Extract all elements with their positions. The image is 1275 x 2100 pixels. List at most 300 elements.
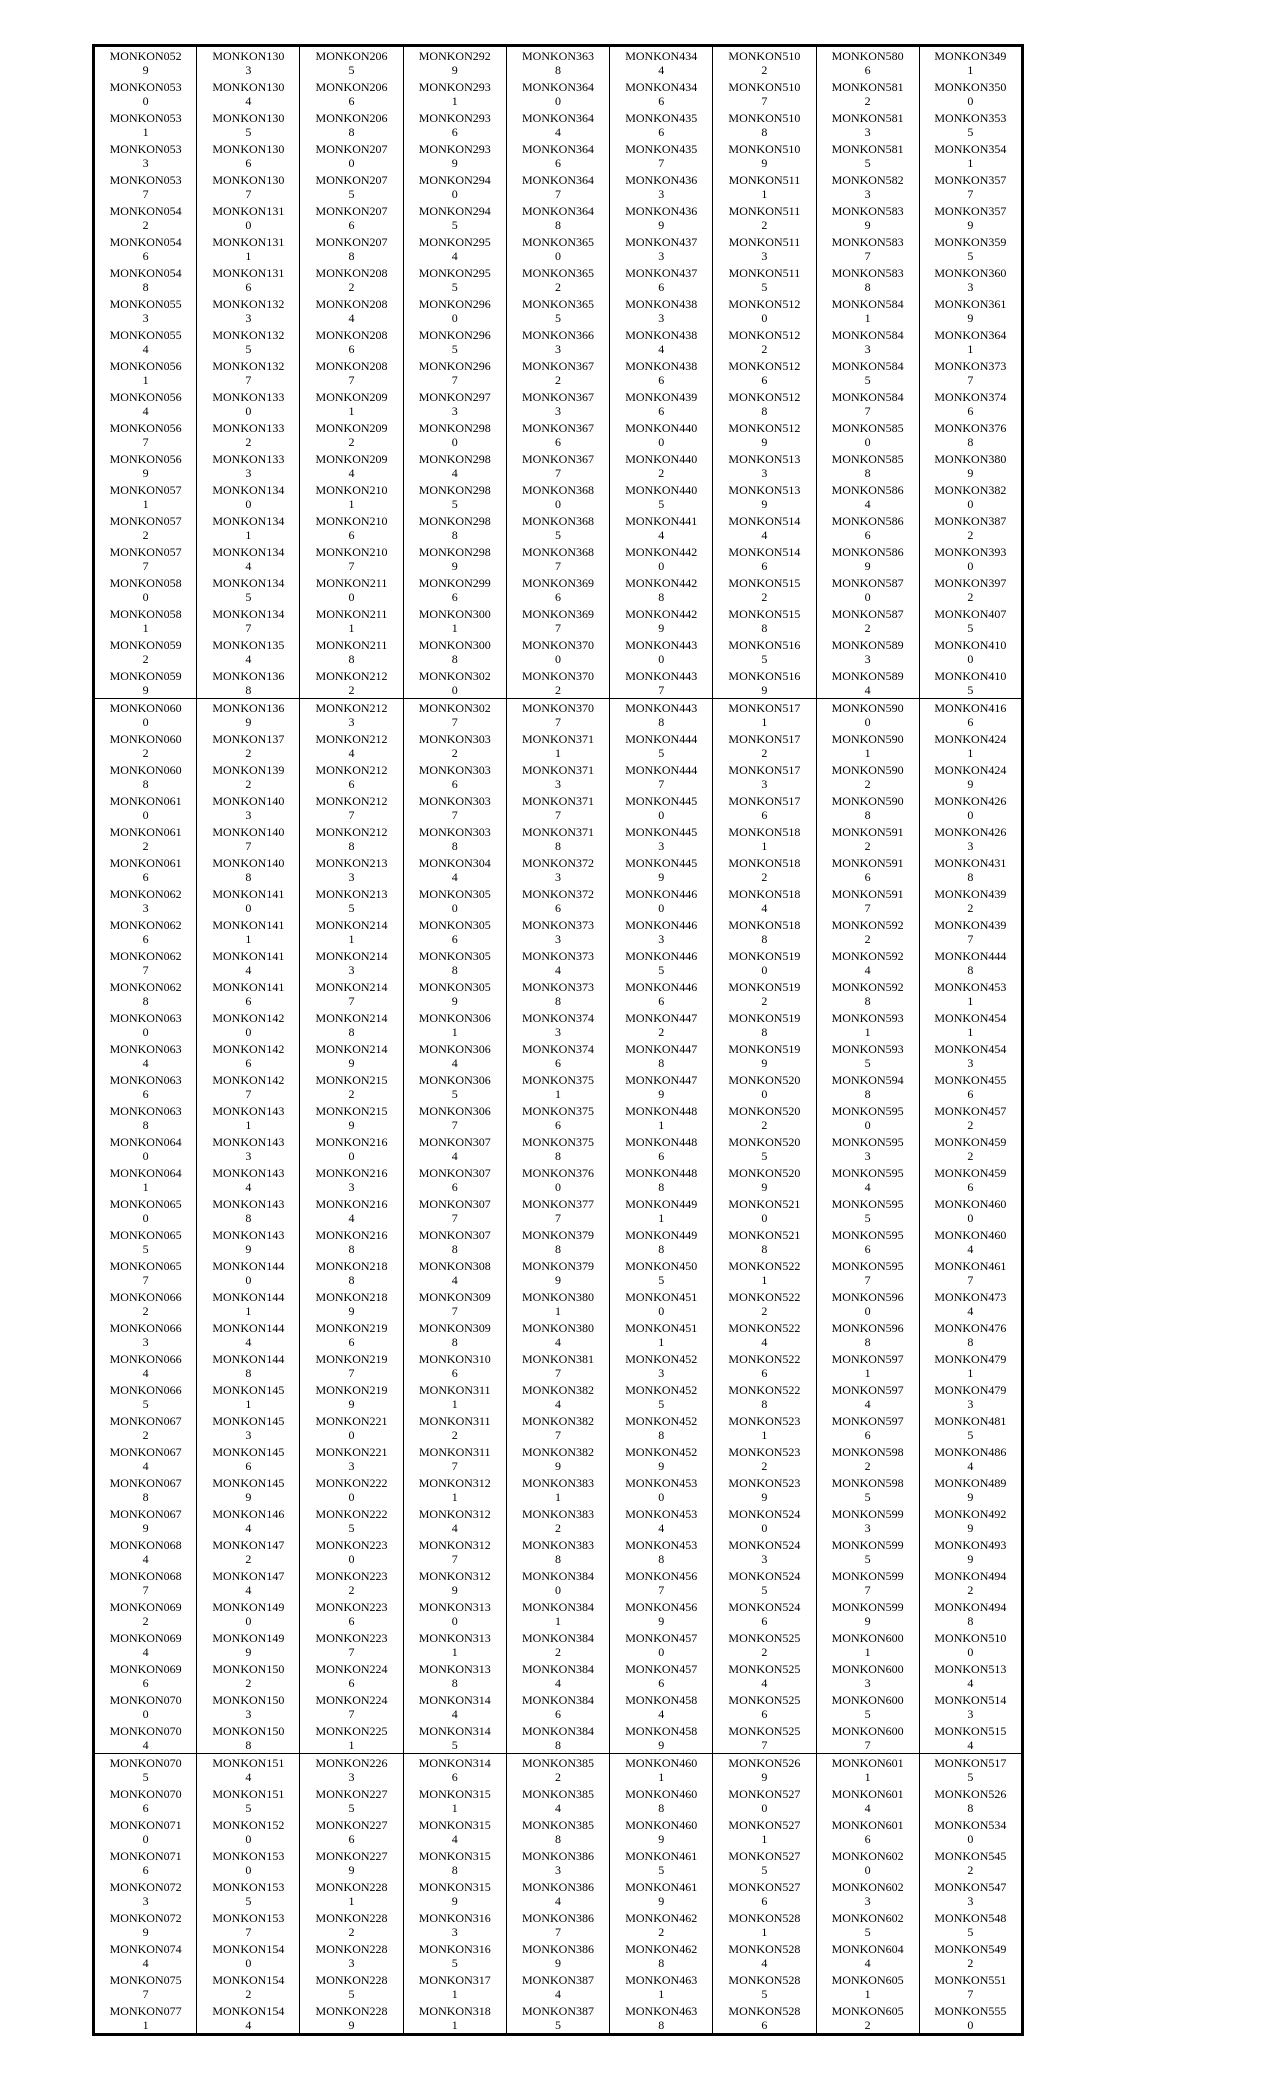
table-cell bbox=[300, 916, 403, 947]
id-suffix-digit: 8 bbox=[245, 682, 252, 697]
table-cell bbox=[506, 1009, 609, 1040]
id-suffix-digit: 0 bbox=[451, 682, 458, 697]
id-suffix-digit: 4 bbox=[554, 962, 561, 977]
table-cell bbox=[94, 1567, 197, 1598]
id-prefix: MONKON591 bbox=[831, 855, 904, 870]
table-cell bbox=[816, 1505, 919, 1536]
id-suffix-digit: 8 bbox=[658, 714, 665, 729]
id-suffix-digit: 0 bbox=[658, 1303, 665, 1318]
id-suffix-digit: 5 bbox=[761, 1862, 768, 1877]
id-suffix-digit: 2 bbox=[658, 1024, 665, 1039]
id-prefix: MONKON211 bbox=[315, 575, 388, 590]
table-cell bbox=[300, 1195, 403, 1226]
table-cell bbox=[403, 1102, 506, 1133]
id-suffix-digit: 1 bbox=[451, 2017, 458, 2032]
id-prefix: MONKON299 bbox=[418, 575, 491, 590]
id-prefix: MONKON149 bbox=[212, 1599, 285, 1614]
table-cell bbox=[713, 481, 816, 512]
table-cell bbox=[403, 605, 506, 636]
id-prefix: MONKON296 bbox=[418, 296, 491, 311]
table-cell bbox=[919, 1505, 1022, 1536]
table-cell bbox=[610, 1598, 713, 1629]
id-suffix-digit: 9 bbox=[348, 1117, 355, 1132]
id-prefix: MONKON144 bbox=[212, 1351, 285, 1366]
id-prefix: MONKON056 bbox=[109, 451, 182, 466]
id-suffix-digit: 3 bbox=[554, 869, 561, 884]
table-cell bbox=[713, 1847, 816, 1878]
id-suffix-digit: 2 bbox=[554, 279, 561, 294]
id-prefix: MONKON311 bbox=[418, 1413, 491, 1428]
id-prefix: MONKON595 bbox=[831, 1196, 904, 1211]
id-prefix: MONKON306 bbox=[418, 1072, 491, 1087]
id-suffix-digit: 9 bbox=[245, 1489, 252, 1504]
table-cell bbox=[816, 1847, 919, 1878]
id-suffix-digit: 7 bbox=[864, 1272, 871, 1287]
table-cell bbox=[197, 1071, 300, 1102]
table-cell bbox=[816, 792, 919, 823]
table-row bbox=[94, 978, 1023, 1009]
id-prefix: MONKON364 bbox=[521, 203, 594, 218]
id-prefix: MONKON297 bbox=[418, 389, 491, 404]
id-suffix-digit: 5 bbox=[967, 682, 974, 697]
id-suffix-digit: 7 bbox=[658, 682, 665, 697]
id-prefix: MONKON142 bbox=[212, 1041, 285, 1056]
table-cell bbox=[197, 140, 300, 171]
id-prefix: MONKON209 bbox=[315, 451, 388, 466]
id-suffix-digit: 3 bbox=[967, 1055, 974, 1070]
table-cell bbox=[610, 823, 713, 854]
id-suffix-digit: 0 bbox=[348, 1551, 355, 1566]
id-suffix-digit: 9 bbox=[245, 1644, 252, 1659]
table-cell bbox=[713, 605, 816, 636]
table-cell bbox=[94, 1971, 197, 2002]
id-suffix-digit: 6 bbox=[967, 1086, 974, 1101]
id-prefix: MONKON364 bbox=[521, 141, 594, 156]
table-cell bbox=[197, 1319, 300, 1350]
table-row bbox=[94, 885, 1023, 916]
id-prefix: MONKON366 bbox=[521, 327, 594, 342]
id-prefix: MONKON456 bbox=[625, 1568, 698, 1583]
id-prefix: MONKON139 bbox=[212, 762, 285, 777]
id-prefix: MONKON303 bbox=[418, 762, 491, 777]
id-prefix: MONKON223 bbox=[315, 1568, 388, 1583]
id-suffix-digit: 1 bbox=[348, 496, 355, 511]
table-cell bbox=[506, 357, 609, 388]
id-suffix-digit: 0 bbox=[554, 1582, 561, 1597]
table-cell bbox=[197, 295, 300, 326]
table-cell bbox=[919, 1754, 1022, 1786]
id-suffix-digit: 1 bbox=[864, 310, 871, 325]
id-prefix: MONKON207 bbox=[315, 141, 388, 156]
table-cell bbox=[403, 326, 506, 357]
table-cell bbox=[610, 450, 713, 481]
id-prefix: MONKON586 bbox=[831, 482, 904, 497]
table-cell bbox=[506, 636, 609, 667]
table-cell bbox=[197, 823, 300, 854]
id-prefix: MONKON228 bbox=[315, 1910, 388, 1925]
table-cell bbox=[197, 916, 300, 947]
id-prefix: MONKON584 bbox=[831, 389, 904, 404]
id-suffix-digit: 2 bbox=[967, 1148, 974, 1163]
id-suffix-digit: 9 bbox=[554, 1458, 561, 1473]
table-cell bbox=[197, 1598, 300, 1629]
id-prefix: MONKON300 bbox=[418, 637, 491, 652]
id-prefix: MONKON454 bbox=[934, 1010, 1007, 1025]
table-cell bbox=[506, 1722, 609, 1754]
id-prefix: MONKON587 bbox=[831, 575, 904, 590]
id-prefix: MONKON374 bbox=[521, 1010, 594, 1025]
id-suffix-digit: 3 bbox=[142, 155, 149, 170]
id-prefix: MONKON147 bbox=[212, 1568, 285, 1583]
table-row bbox=[94, 636, 1023, 667]
table-cell bbox=[713, 1505, 816, 1536]
id-suffix-digit: 7 bbox=[967, 372, 974, 387]
id-prefix: MONKON293 bbox=[418, 79, 491, 94]
table-cell bbox=[713, 1009, 816, 1040]
id-suffix-digit: 7 bbox=[554, 186, 561, 201]
id-suffix-digit: 0 bbox=[658, 1489, 665, 1504]
table-cell bbox=[919, 1536, 1022, 1567]
table-cell bbox=[506, 295, 609, 326]
id-prefix: MONKON461 bbox=[934, 1258, 1007, 1273]
table-row bbox=[94, 1474, 1023, 1505]
table-cell bbox=[816, 388, 919, 419]
id-prefix: MONKON054 bbox=[109, 234, 182, 249]
id-suffix-digit: 0 bbox=[142, 1706, 149, 1721]
id-suffix-digit: 2 bbox=[348, 1924, 355, 1939]
table-cell bbox=[403, 1536, 506, 1567]
table-cell bbox=[403, 636, 506, 667]
table-row bbox=[94, 512, 1023, 543]
id-suffix-digit: 7 bbox=[451, 1210, 458, 1225]
table-cell bbox=[610, 202, 713, 233]
table-cell bbox=[816, 1102, 919, 1133]
table-cell bbox=[713, 78, 816, 109]
id-prefix: MONKON515 bbox=[728, 575, 801, 590]
table-cell bbox=[610, 1040, 713, 1071]
id-prefix: MONKON131 bbox=[212, 234, 285, 249]
id-suffix-digit: 1 bbox=[554, 1489, 561, 1504]
id-suffix-digit: 5 bbox=[864, 1210, 871, 1225]
id-suffix-digit: 5 bbox=[451, 1086, 458, 1101]
id-suffix-digit: 4 bbox=[142, 1055, 149, 1070]
id-suffix-digit: 3 bbox=[658, 310, 665, 325]
table-cell bbox=[403, 699, 506, 731]
id-suffix-digit: 2 bbox=[245, 1675, 252, 1690]
table-cell bbox=[506, 792, 609, 823]
table-cell bbox=[94, 947, 197, 978]
id-prefix: MONKON210 bbox=[315, 482, 388, 497]
id-prefix: MONKON149 bbox=[212, 1630, 285, 1645]
table-cell bbox=[403, 1567, 506, 1598]
id-prefix: MONKON226 bbox=[315, 1755, 388, 1770]
id-prefix: MONKON133 bbox=[212, 451, 285, 466]
id-suffix-digit: 6 bbox=[761, 807, 768, 822]
id-prefix: MONKON069 bbox=[109, 1599, 182, 1614]
id-suffix-digit: 4 bbox=[554, 1986, 561, 2001]
table-cell bbox=[919, 1971, 1022, 2002]
table-cell bbox=[197, 1536, 300, 1567]
table-cell bbox=[94, 792, 197, 823]
id-prefix: MONKON072 bbox=[109, 1879, 182, 1894]
id-prefix: MONKON600 bbox=[831, 1661, 904, 1676]
table-cell bbox=[713, 326, 816, 357]
table-cell bbox=[506, 1940, 609, 1971]
table-cell bbox=[300, 1785, 403, 1816]
table-cell bbox=[403, 543, 506, 574]
id-prefix: MONKON592 bbox=[831, 917, 904, 932]
table-cell bbox=[919, 667, 1022, 699]
id-prefix: MONKON449 bbox=[625, 1227, 698, 1242]
id-prefix: MONKON595 bbox=[831, 1103, 904, 1118]
id-suffix-digit: 5 bbox=[864, 1706, 871, 1721]
id-suffix-digit: 3 bbox=[864, 341, 871, 356]
id-prefix: MONKON584 bbox=[831, 296, 904, 311]
id-suffix-digit: 0 bbox=[761, 310, 768, 325]
id-suffix-digit: 8 bbox=[967, 962, 974, 977]
table-cell bbox=[403, 1009, 506, 1040]
table-cell bbox=[610, 1567, 713, 1598]
id-suffix-digit: 9 bbox=[451, 993, 458, 1008]
table-row bbox=[94, 1257, 1023, 1288]
id-prefix: MONKON440 bbox=[625, 420, 698, 435]
table-cell bbox=[816, 823, 919, 854]
id-suffix-digit: 0 bbox=[658, 434, 665, 449]
id-prefix: MONKON525 bbox=[728, 1692, 801, 1707]
id-suffix-digit: 1 bbox=[761, 714, 768, 729]
id-suffix-digit: 5 bbox=[658, 1272, 665, 1287]
id-suffix-digit: 8 bbox=[554, 1551, 561, 1566]
id-suffix-digit: 0 bbox=[348, 155, 355, 170]
id-prefix: MONKON435 bbox=[625, 141, 698, 156]
id-prefix: MONKON367 bbox=[521, 451, 594, 466]
id-prefix: MONKON444 bbox=[625, 762, 698, 777]
id-suffix-digit: 0 bbox=[245, 900, 252, 915]
id-prefix: MONKON517 bbox=[728, 731, 801, 746]
id-prefix: MONKON215 bbox=[315, 1072, 388, 1087]
id-prefix: MONKON387 bbox=[521, 1972, 594, 1987]
id-suffix-digit: 4 bbox=[864, 1955, 871, 1970]
id-suffix-digit: 5 bbox=[761, 651, 768, 666]
table-cell bbox=[300, 947, 403, 978]
table-row bbox=[94, 574, 1023, 605]
table-cell bbox=[300, 264, 403, 295]
id-suffix-digit: 0 bbox=[245, 1613, 252, 1628]
table-cell bbox=[506, 202, 609, 233]
id-suffix-digit: 4 bbox=[761, 1955, 768, 1970]
id-prefix: MONKON370 bbox=[521, 637, 594, 652]
table-cell bbox=[506, 1412, 609, 1443]
id-suffix-digit: 1 bbox=[658, 1769, 665, 1784]
table-cell bbox=[610, 140, 713, 171]
table-cell bbox=[94, 2002, 197, 2035]
id-prefix: MONKON448 bbox=[625, 1134, 698, 1149]
id-suffix-digit: 8 bbox=[761, 403, 768, 418]
table-row bbox=[94, 1754, 1023, 1786]
table-cell bbox=[919, 512, 1022, 543]
table-cell bbox=[197, 730, 300, 761]
id-suffix-digit: 7 bbox=[658, 776, 665, 791]
table-cell bbox=[816, 1288, 919, 1319]
id-suffix-digit: 0 bbox=[348, 1148, 355, 1163]
id-suffix-digit: 0 bbox=[142, 714, 149, 729]
id-suffix-digit: 0 bbox=[761, 1210, 768, 1225]
id-suffix-digit: 2 bbox=[142, 527, 149, 542]
id-suffix-digit: 1 bbox=[864, 745, 871, 760]
table-cell bbox=[94, 1816, 197, 1847]
id-prefix: MONKON213 bbox=[315, 855, 388, 870]
table-cell bbox=[919, 419, 1022, 450]
table-cell bbox=[300, 357, 403, 388]
id-suffix-digit: 4 bbox=[658, 527, 665, 542]
id-prefix: MONKON383 bbox=[521, 1506, 594, 1521]
id-prefix: MONKON228 bbox=[315, 1972, 388, 1987]
id-prefix: MONKON223 bbox=[315, 1599, 388, 1614]
table-cell bbox=[94, 233, 197, 264]
id-prefix: MONKON551 bbox=[934, 1972, 1007, 1987]
table-cell bbox=[506, 1629, 609, 1660]
id-suffix-digit: 0 bbox=[142, 1210, 149, 1225]
table-cell bbox=[816, 140, 919, 171]
table-cell bbox=[197, 1505, 300, 1536]
id-prefix: MONKON298 bbox=[418, 451, 491, 466]
table-cell bbox=[403, 388, 506, 419]
id-prefix: MONKON066 bbox=[109, 1351, 182, 1366]
id-prefix: MONKON512 bbox=[728, 296, 801, 311]
id-suffix-digit: 5 bbox=[451, 1737, 458, 1752]
id-suffix-digit: 4 bbox=[451, 869, 458, 884]
table-cell bbox=[94, 978, 197, 1009]
table-cell bbox=[197, 202, 300, 233]
id-suffix-digit: 2 bbox=[761, 1303, 768, 1318]
id-prefix: MONKON455 bbox=[934, 1072, 1007, 1087]
id-suffix-digit: 4 bbox=[451, 465, 458, 480]
id-suffix-digit: 7 bbox=[967, 931, 974, 946]
id-suffix-digit: 0 bbox=[967, 558, 974, 573]
id-prefix: MONKON227 bbox=[315, 1817, 388, 1832]
table-cell bbox=[506, 1598, 609, 1629]
id-prefix: MONKON305 bbox=[418, 948, 491, 963]
table-cell bbox=[610, 1722, 713, 1754]
id-suffix-digit: 3 bbox=[245, 62, 252, 77]
id-suffix-digit: 4 bbox=[142, 1955, 149, 1970]
table-cell bbox=[300, 1443, 403, 1474]
table-cell bbox=[816, 1629, 919, 1660]
id-prefix: MONKON453 bbox=[625, 1537, 698, 1552]
table-cell bbox=[506, 1474, 609, 1505]
table-cell bbox=[713, 1971, 816, 2002]
id-suffix-digit: 9 bbox=[761, 1489, 768, 1504]
id-prefix: MONKON140 bbox=[212, 855, 285, 870]
id-prefix: MONKON214 bbox=[315, 1041, 388, 1056]
table-cell bbox=[506, 1443, 609, 1474]
id-suffix-digit: 2 bbox=[864, 93, 871, 108]
id-prefix: MONKON380 bbox=[934, 451, 1007, 466]
id-prefix: MONKON604 bbox=[831, 1941, 904, 1956]
table-cell bbox=[713, 667, 816, 699]
table-cell bbox=[610, 512, 713, 543]
id-prefix: MONKON307 bbox=[418, 1196, 491, 1211]
table-cell bbox=[816, 916, 919, 947]
table-cell bbox=[403, 1040, 506, 1071]
id-suffix-digit: 3 bbox=[348, 869, 355, 884]
table-cell bbox=[816, 730, 919, 761]
id-suffix-digit: 6 bbox=[554, 900, 561, 915]
id-suffix-digit: 4 bbox=[658, 1520, 665, 1535]
id-prefix: MONKON131 bbox=[212, 203, 285, 218]
id-prefix: MONKON439 bbox=[625, 389, 698, 404]
table-cell bbox=[403, 1691, 506, 1722]
table-cell bbox=[300, 1909, 403, 1940]
table-row bbox=[94, 543, 1023, 574]
table-cell bbox=[403, 46, 506, 79]
table-cell bbox=[713, 1940, 816, 1971]
id-suffix-digit: 0 bbox=[554, 496, 561, 511]
table-cell bbox=[610, 574, 713, 605]
id-prefix: MONKON315 bbox=[418, 1786, 491, 1801]
table-cell bbox=[197, 1567, 300, 1598]
id-prefix: MONKON587 bbox=[831, 606, 904, 621]
id-suffix-digit: 1 bbox=[761, 1427, 768, 1442]
id-suffix-digit: 4 bbox=[864, 1800, 871, 1815]
table-cell bbox=[197, 1754, 300, 1786]
id-suffix-digit: 2 bbox=[658, 465, 665, 480]
table-cell bbox=[300, 419, 403, 450]
table-cell bbox=[300, 512, 403, 543]
id-prefix: MONKON435 bbox=[625, 110, 698, 125]
id-suffix-digit: 2 bbox=[761, 1458, 768, 1473]
id-suffix-digit: 2 bbox=[245, 434, 252, 449]
id-suffix-digit: 9 bbox=[142, 1520, 149, 1535]
id-prefix: MONKON315 bbox=[418, 1879, 491, 1894]
id-prefix: MONKON382 bbox=[521, 1413, 594, 1428]
table-cell bbox=[94, 388, 197, 419]
table-row bbox=[94, 947, 1023, 978]
id-suffix-digit: 5 bbox=[142, 1241, 149, 1256]
id-prefix: MONKON590 bbox=[831, 793, 904, 808]
id-prefix: MONKON440 bbox=[625, 451, 698, 466]
id-prefix: MONKON309 bbox=[418, 1320, 491, 1335]
id-suffix-digit: 8 bbox=[348, 838, 355, 853]
table-cell bbox=[506, 326, 609, 357]
id-prefix: MONKON524 bbox=[728, 1568, 801, 1583]
id-prefix: MONKON373 bbox=[521, 917, 594, 932]
id-prefix: MONKON368 bbox=[521, 482, 594, 497]
table-cell bbox=[506, 1785, 609, 1816]
table-cell bbox=[713, 1785, 816, 1816]
id-prefix: MONKON133 bbox=[212, 389, 285, 404]
id-suffix-digit: 6 bbox=[761, 2017, 768, 2032]
id-suffix-digit: 8 bbox=[245, 869, 252, 884]
table-cell bbox=[610, 543, 713, 574]
table-cell bbox=[919, 1940, 1022, 1971]
id-suffix-digit: 8 bbox=[451, 1334, 458, 1349]
id-suffix-digit: 6 bbox=[658, 1148, 665, 1163]
id-suffix-digit: 0 bbox=[142, 1148, 149, 1163]
id-suffix-digit: 1 bbox=[142, 620, 149, 635]
id-suffix-digit: 7 bbox=[554, 465, 561, 480]
id-prefix: MONKON439 bbox=[934, 917, 1007, 932]
id-prefix: MONKON384 bbox=[521, 1661, 594, 1676]
id-suffix-digit: 9 bbox=[967, 1520, 974, 1535]
table-cell bbox=[94, 512, 197, 543]
table-cell bbox=[94, 1847, 197, 1878]
table-cell bbox=[919, 605, 1022, 636]
table-cell bbox=[197, 1009, 300, 1040]
table-cell bbox=[94, 419, 197, 450]
table-cell bbox=[506, 854, 609, 885]
id-prefix: MONKON136 bbox=[212, 700, 285, 715]
